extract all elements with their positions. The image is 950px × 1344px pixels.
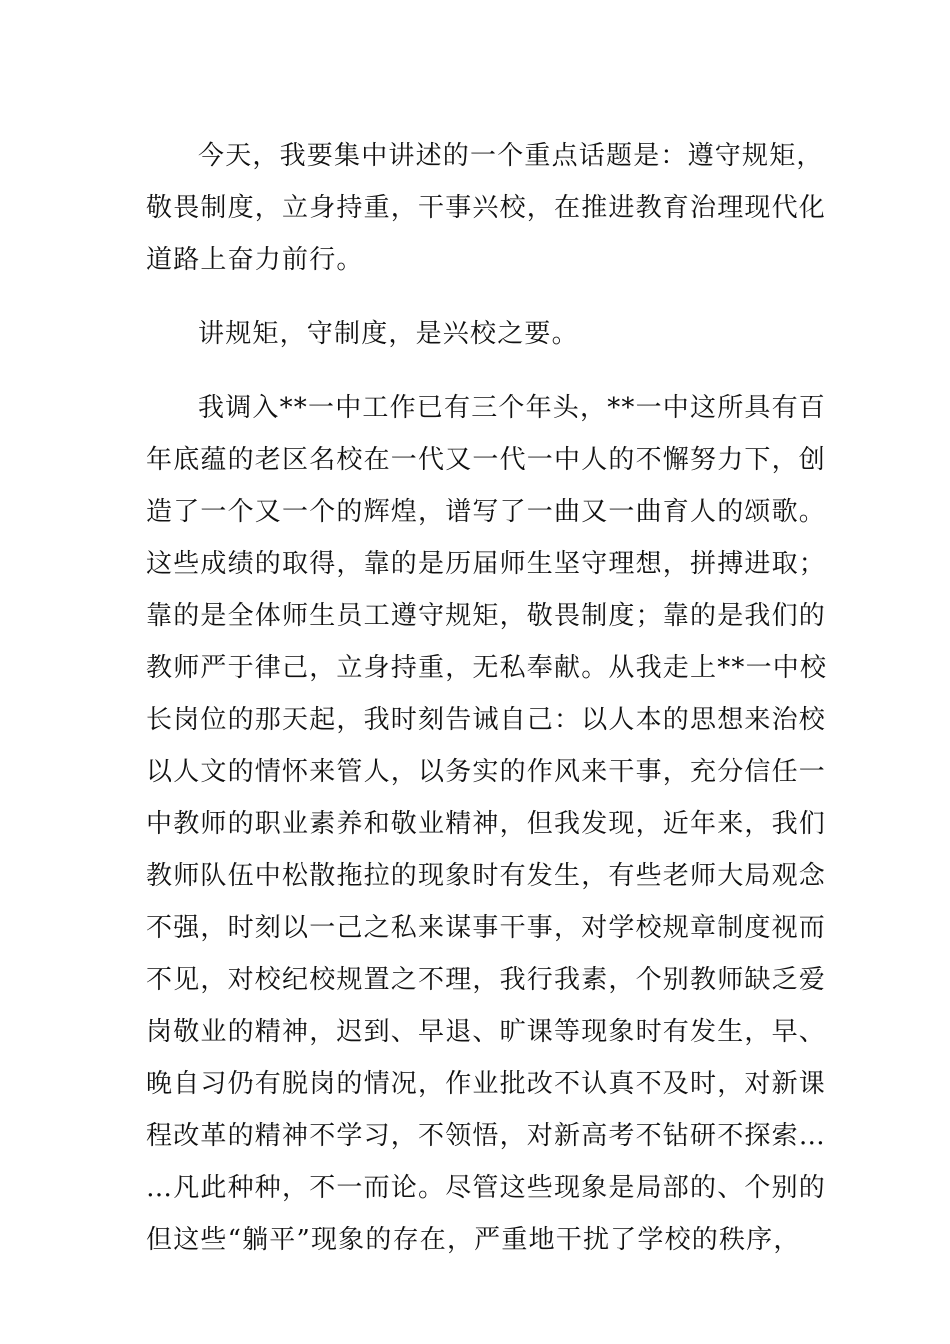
text-line: 今天，我要集中讲述的一个重点话题是：遵守规矩， (198, 141, 824, 171)
text-line: 晚自习仍有脱岗的情况，作业批改不认真不及时，对新课 (146, 1069, 827, 1099)
text-line: 年底蕴的老区名校在一代又一代一中人的不懈努力下，创 (146, 445, 827, 475)
text-line: 敬畏制度，立身持重，干事兴校，在推进教育治理现代化 (146, 193, 827, 223)
text-line: 岗敬业的精神，迟到、早退、旷课等现象时有发生，早、 (146, 1017, 827, 1047)
text-line: 造了一个又一个的辉煌，谱写了一曲又一曲育人的颂歌。 (146, 497, 827, 527)
text-line: 程改革的精神不学习，不领悟，对新高考不钻研不探索… (146, 1121, 827, 1151)
text-line: 教师严于律己，立身持重，无私奉献。从我走上**一中校 (146, 653, 828, 683)
text-line: 讲规矩，守制度，是兴校之要。 (198, 319, 579, 349)
text-line: 长岗位的那天起，我时刻告诫自己：以人本的思想来治校 (146, 705, 827, 735)
text-line: 道路上奋力前行。 (146, 245, 364, 275)
text-line: 但这些“躺平”现象的存在，严重地干扰了学校的秩序， (146, 1225, 801, 1255)
text-line: 中教师的职业素养和敬业精神，但我发现，近年来，我们 (146, 809, 827, 839)
text-line: 不见，对校纪校规置之不理，我行我素，个别教师缺乏爱 (146, 965, 827, 995)
paragraph-body (146, 382, 828, 1266)
paragraph-gap (146, 360, 808, 382)
paragraph-topic (146, 130, 827, 286)
paragraph-gap (146, 286, 808, 308)
text-line: 以人文的情怀来管人，以务实的作风来干事，充分信任一 (146, 757, 827, 787)
paragraph-heading (146, 308, 808, 360)
document-body (146, 130, 828, 1266)
text-line: 教师队伍中松散拖拉的现象时有发生，有些老师大局观念 (146, 861, 827, 891)
text-line: 这些成绩的取得，靠的是历届师生坚守理想，拼搏进取； (146, 549, 827, 579)
text-line: 靠的是全体师生员工遵守规矩，敬畏制度；靠的是我们的 (146, 601, 827, 631)
text-line: …凡此种种，不一而论。尽管这些现象是局部的、个别的 (146, 1173, 827, 1203)
text-line: 我调入**一中工作已有三个年头，**一中这所具有百 (198, 393, 827, 423)
text-line: 不强，时刻以一己之私来谋事干事，对学校规章制度视而 (146, 913, 827, 943)
